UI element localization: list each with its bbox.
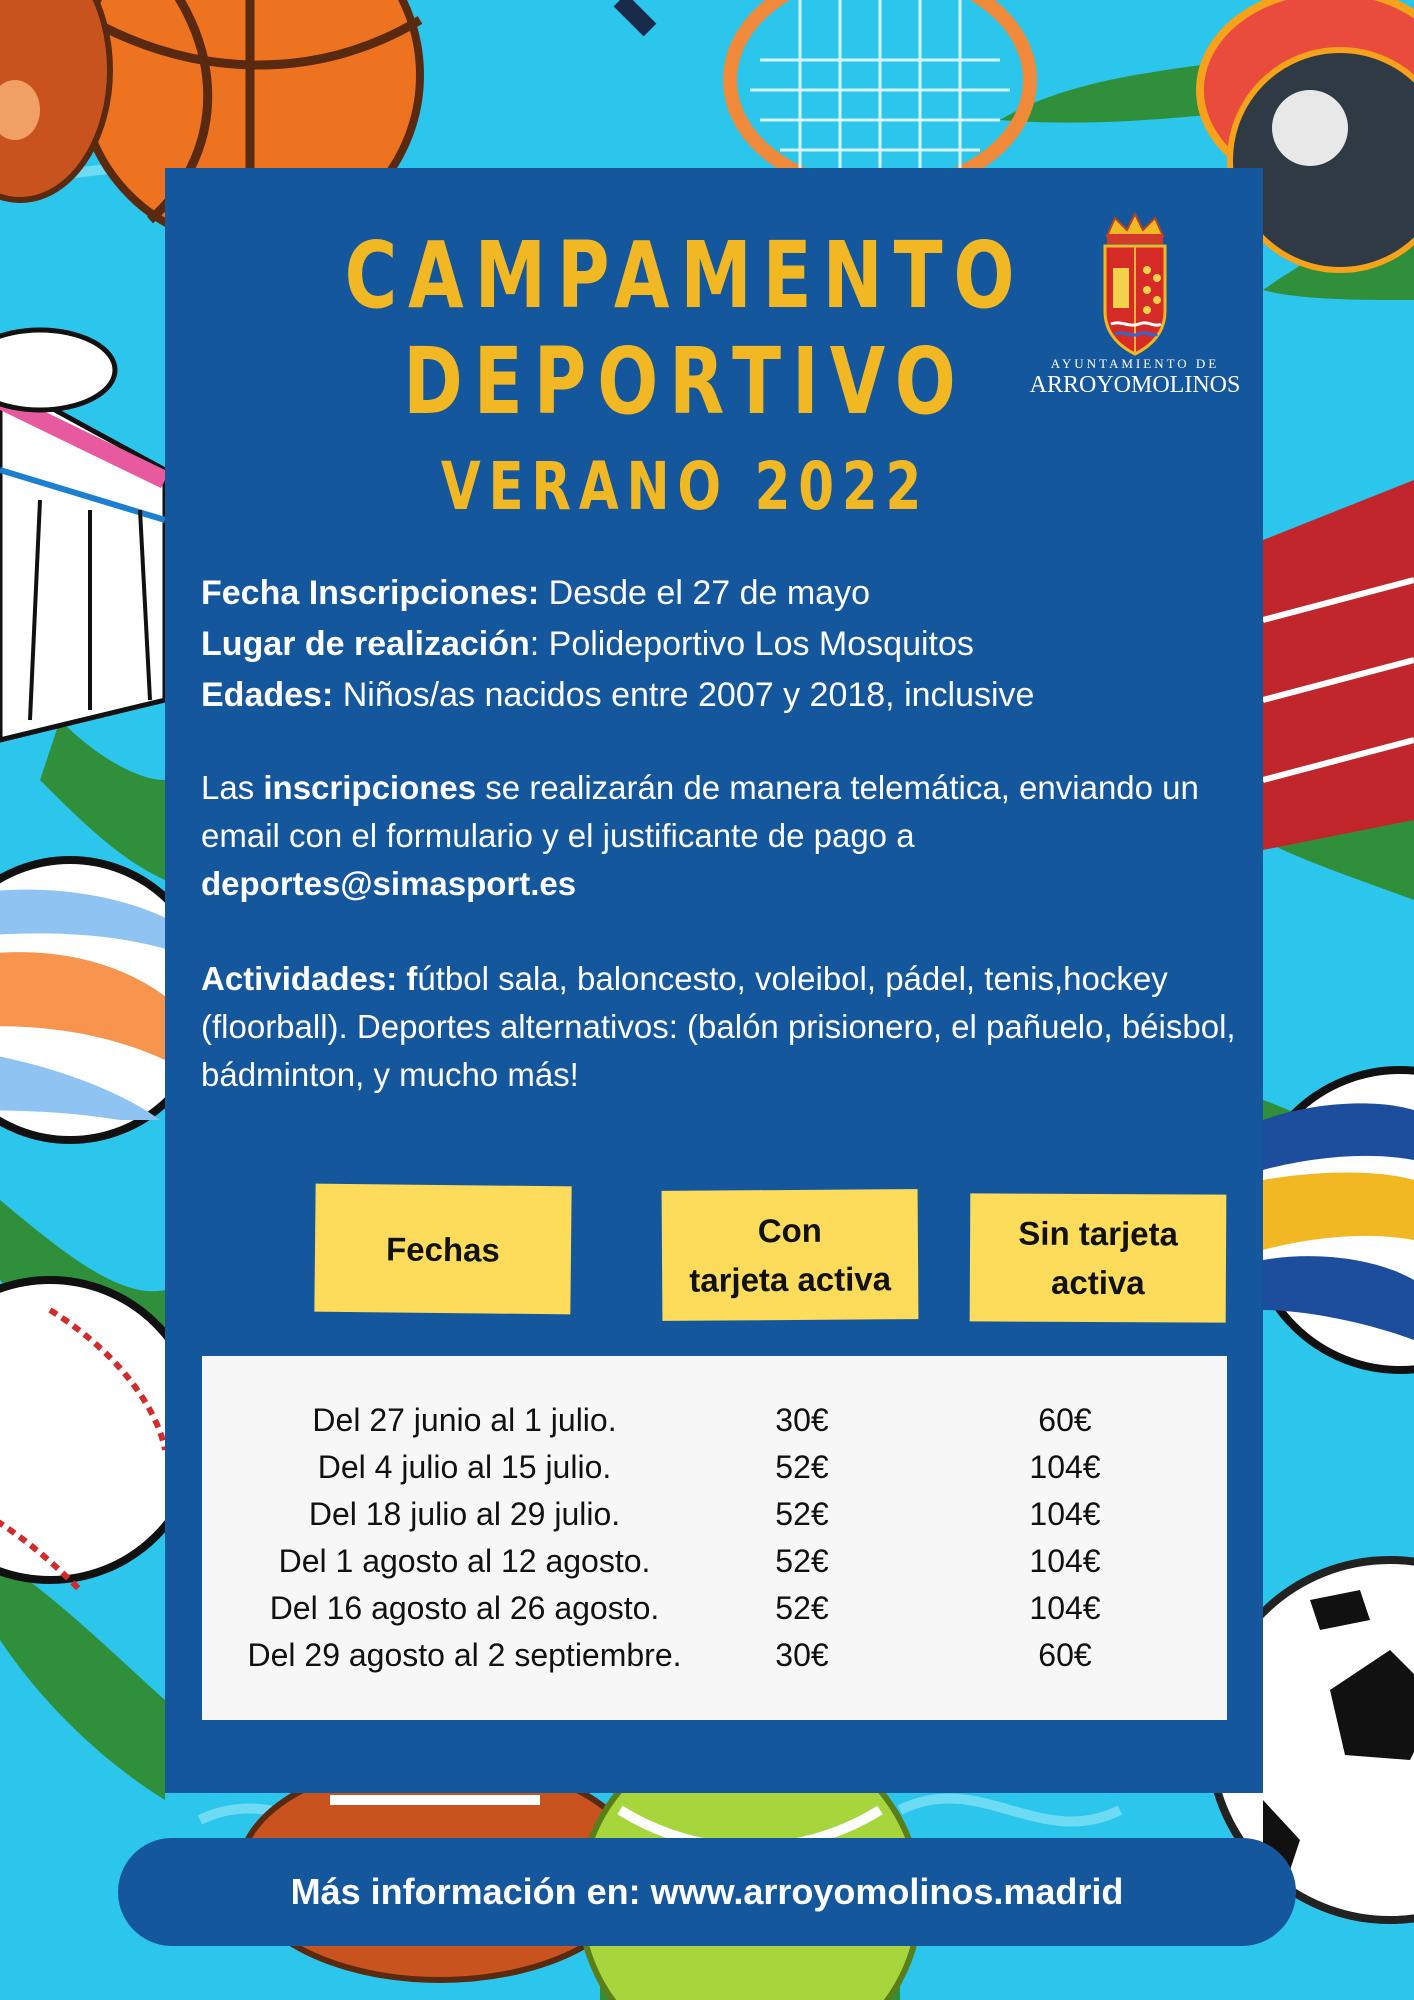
table-row bbox=[202, 1449, 1227, 1496]
table-row bbox=[202, 1543, 1227, 1590]
date-cell: Del 16 agosto al 26 agosto. bbox=[269, 1590, 660, 1626]
edades bbox=[201, 670, 1241, 721]
event-info bbox=[201, 568, 1241, 721]
header-sin-label bbox=[1018, 1209, 1178, 1308]
lugar-value: : Polideportivo Los Mosquitos bbox=[529, 625, 974, 663]
table-row bbox=[202, 1496, 1227, 1543]
price-con-cell: 52€ bbox=[775, 1543, 829, 1579]
edades-label: Edades: bbox=[201, 676, 334, 714]
price-sin-cell: 104€ bbox=[1029, 1590, 1101, 1626]
more-info-text[interactable]: Más información en: www.arroyomolinos.madrid bbox=[290, 1871, 1124, 1912]
running-track-icon bbox=[1263, 480, 1414, 850]
header-sin-tarjeta bbox=[970, 1193, 1227, 1322]
inscripciones-bold: inscripciones bbox=[263, 769, 477, 806]
contact-email-link[interactable]: deportes@simasport.es bbox=[201, 865, 577, 902]
price-con-cell: 52€ bbox=[775, 1496, 829, 1532]
table-row bbox=[202, 1637, 1227, 1684]
price-con-cell: 30€ bbox=[775, 1402, 829, 1438]
info-panel bbox=[165, 168, 1263, 1793]
header-fechas-label: Fechas bbox=[385, 1229, 501, 1269]
title-line-1: CAMPAMENTO bbox=[344, 222, 1026, 329]
date-cell: Del 18 julio al 29 julio. bbox=[308, 1496, 621, 1532]
price-sin-cell: 60€ bbox=[1038, 1402, 1092, 1438]
header-con-label bbox=[689, 1205, 891, 1304]
fecha-value: Desde el 27 de mayo bbox=[539, 574, 870, 612]
date-cell: Del 29 agosto al 2 septiembre. bbox=[247, 1637, 682, 1673]
lugar-realizacion bbox=[201, 619, 1241, 670]
title-line-2: DEPORTIVO bbox=[403, 328, 967, 435]
edades-value: Niños/as nacidos entre 2007 y 2018, inclusive bbox=[333, 676, 1035, 714]
header-fechas bbox=[314, 1184, 571, 1315]
tennis-racket-icon bbox=[620, 0, 1030, 190]
logo-line-1: AYUNTAMIENTO DE bbox=[1050, 356, 1220, 371]
price-table bbox=[202, 1356, 1227, 1720]
table-row bbox=[202, 1402, 1227, 1449]
actividades-paragraph bbox=[201, 955, 1251, 1099]
actividades-label: Actividades: f bbox=[201, 960, 418, 997]
price-con-cell: 52€ bbox=[775, 1449, 829, 1485]
price-sin-cell: 104€ bbox=[1029, 1543, 1101, 1579]
actividades-text: útbol sala, baloncesto, voleibol, pádel, tenis,hockey (floorball). Deportes alternativos: (balón prisionero, el pañuelo, béisbol, bádminton, y mucho más! bbox=[201, 960, 1236, 1093]
date-cell: Del 27 junio al 1 julio. bbox=[312, 1402, 617, 1438]
price-sin-cell: 104€ bbox=[1029, 1449, 1101, 1485]
shuttlecock-icon bbox=[0, 330, 165, 740]
price-con-cell: 30€ bbox=[775, 1637, 829, 1673]
inscripciones-text: se realizarán de manera telemática, enviando un email con el formulario y el justificante de pago a bbox=[201, 769, 1199, 854]
header-con-tarjeta bbox=[662, 1189, 919, 1321]
logo-line-2: ARROYOMOLINOS bbox=[1029, 372, 1241, 398]
inscripciones-prefix: Las bbox=[201, 769, 264, 806]
header-con-line-2: tarjeta activa bbox=[689, 1260, 892, 1299]
header-sin-line-1: Sin tarjeta bbox=[1018, 1214, 1179, 1253]
fecha-inscripciones bbox=[201, 568, 1241, 619]
lugar-label: Lugar de realización bbox=[201, 625, 530, 663]
header-sin-line-2: activa bbox=[1050, 1263, 1145, 1302]
price-con-cell: 52€ bbox=[775, 1590, 829, 1626]
table-row bbox=[202, 1590, 1227, 1637]
more-info-footer[interactable] bbox=[118, 1838, 1296, 1946]
subtitle-year: VERANO 2022 bbox=[440, 448, 930, 525]
date-cell: Del 1 agosto al 12 agosto. bbox=[278, 1543, 651, 1579]
price-sin-cell: 60€ bbox=[1038, 1637, 1092, 1673]
header-con-line-1: Con bbox=[757, 1211, 823, 1250]
date-cell: Del 4 julio al 15 julio. bbox=[317, 1449, 612, 1485]
price-sin-cell: 104€ bbox=[1029, 1496, 1101, 1532]
inscripciones-paragraph bbox=[201, 764, 1251, 908]
fecha-label: Fecha Inscripciones: bbox=[201, 574, 540, 612]
